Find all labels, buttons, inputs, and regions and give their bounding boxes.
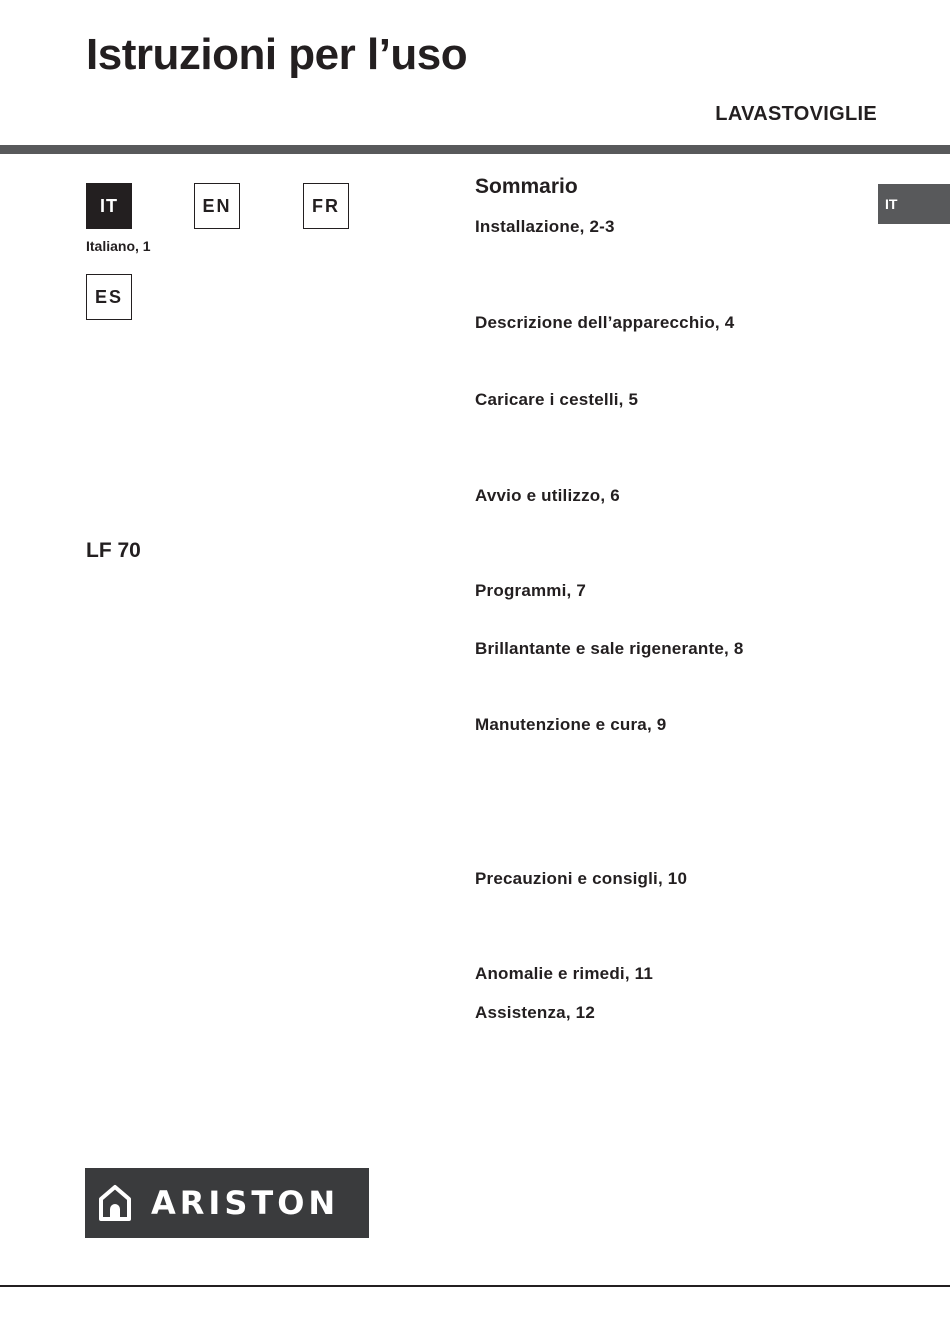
toc-item-brillantante[interactable]: Brillantante e sale rigenerante, 8 bbox=[475, 639, 744, 658]
document-title: Istruzioni per l’uso bbox=[86, 30, 468, 79]
ariston-logo bbox=[85, 1168, 369, 1238]
language-it-button[interactable]: IT bbox=[86, 183, 132, 229]
language-side-tab: IT bbox=[878, 184, 950, 224]
toc-item-avvio[interactable]: Avvio e utilizzo, 6 bbox=[475, 486, 620, 505]
language-es-button[interactable]: ES bbox=[86, 274, 132, 320]
model-number: LF 70 bbox=[86, 539, 141, 562]
bottom-divider bbox=[0, 1285, 950, 1287]
language-caption: Italiano, 1 bbox=[86, 238, 151, 254]
toc-item-assistenza[interactable]: Assistenza, 12 bbox=[475, 1003, 595, 1022]
toc-item-anomalie[interactable]: Anomalie e rimedi, 11 bbox=[475, 964, 654, 983]
language-en-button[interactable]: EN bbox=[194, 183, 240, 229]
toc-item-descrizione[interactable]: Descrizione dell’apparecchio, 4 bbox=[475, 313, 735, 332]
toc-item-precauzioni[interactable]: Precauzioni e consigli, 10 bbox=[475, 869, 688, 888]
toc-item-installazione[interactable]: Installazione, 2-3 bbox=[475, 217, 615, 236]
ariston-house-icon bbox=[97, 1183, 133, 1223]
toc-item-manutenzione[interactable]: Manutenzione e cura, 9 bbox=[475, 715, 667, 734]
logo-text: ARISTON bbox=[151, 1184, 340, 1222]
toc-item-programmi[interactable]: Programmi, 7 bbox=[475, 581, 587, 600]
toc-item-caricare[interactable]: Caricare i cestelli, 5 bbox=[475, 390, 639, 409]
top-divider bbox=[0, 145, 950, 154]
language-fr-button[interactable]: FR bbox=[303, 183, 349, 229]
product-type: LAVASTOVIGLIE bbox=[715, 103, 877, 125]
toc-heading: Sommario bbox=[475, 175, 578, 198]
